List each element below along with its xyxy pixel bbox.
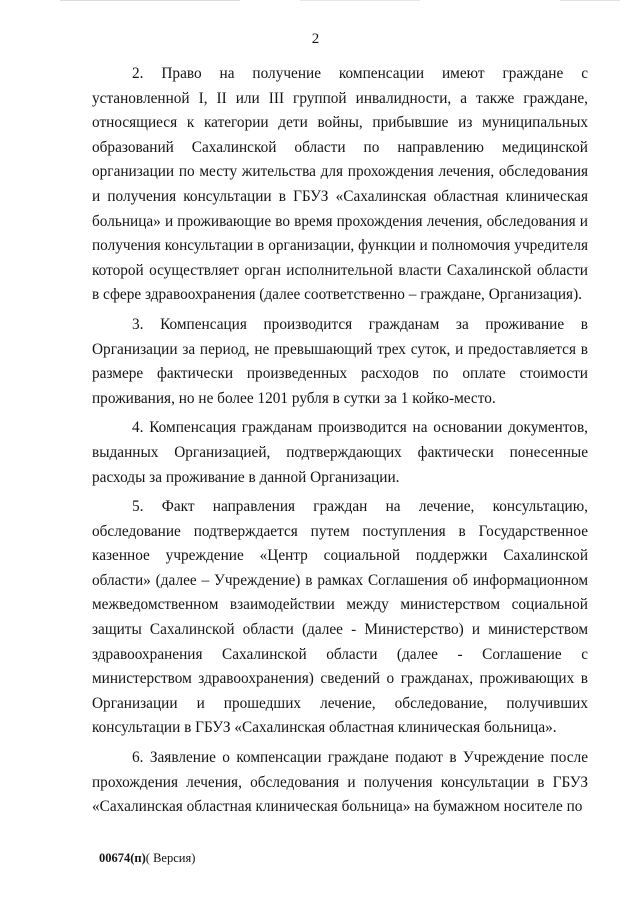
document-body <box>92 62 588 825</box>
document-version: ( Версия) <box>145 851 196 865</box>
document-footer <box>99 850 195 866</box>
scan-edge-mark <box>560 0 620 1</box>
paragraph-5: 5. Факт направления граждан на лечение, консультацию, обследование подтверждается путем поступления в Государственное казенное учреждение «Центр социальной поддержки Сахалинской области» (далее – Учреждение) в рамках Соглашения об информационном межведомственном взаимодействии между министерством социальной защиты Сахалинской области (далее - Министерство) и министерством здравоохранения Сахалинской области (далее - Соглашение с министерством здравоохранения) сведений о гражданах, проживающих в Организации и прошедших лечение, обследование, получивших консультации в ГБУЗ «Сахалинская областная клиническая больница». <box>92 498 588 737</box>
scan-edge-mark <box>300 0 420 1</box>
page-number: 2 <box>311 31 320 47</box>
paragraph-4: 4. Компенсация гражданам производится на основании документов, выданных Организацией, подтверждающих фактически понесенные расходы за проживание в данной Организации. <box>92 419 588 486</box>
paragraph-6: 6. Заявление о компенсации граждане подают в Учреждение после прохождения лечения, обследования и получения консультации в ГБУЗ «Сахалинская областная клиническая больница» на бумажном носителе по <box>92 749 588 816</box>
scan-edge-mark <box>60 0 240 1</box>
paragraph-3: 3. Компенсация производится гражданам за проживание в Организации за период, не превышающий трех суток, и предоставляется в размере фактически произведенных расходов по оплате стоимости проживания, но не более 1201 рубля в сутки за 1 койко-место. <box>92 315 588 407</box>
document-code: 00674(п) <box>99 851 146 865</box>
paragraph-2: 2. Право на получение компенсации имеют граждане с установленной I, II или III группой инвалидности, а также граждане, относящиеся к категории дети войны, прибывшие из муниципальных образований Сахалинской области по направлению медицинской организации по месту жительства для прохождения лечения, обследования и получения консультации в ГБУЗ «Сахалинская областная клиническая больница» и проживающие во время прохождения лечения, обследования и получения консультации в организации, функции и полномочия учредителя которой осуществляет орган исполнительной власти Сахалинской области в сфере здравоохранения (далее соответственно – граждане, Организация). <box>92 65 588 304</box>
